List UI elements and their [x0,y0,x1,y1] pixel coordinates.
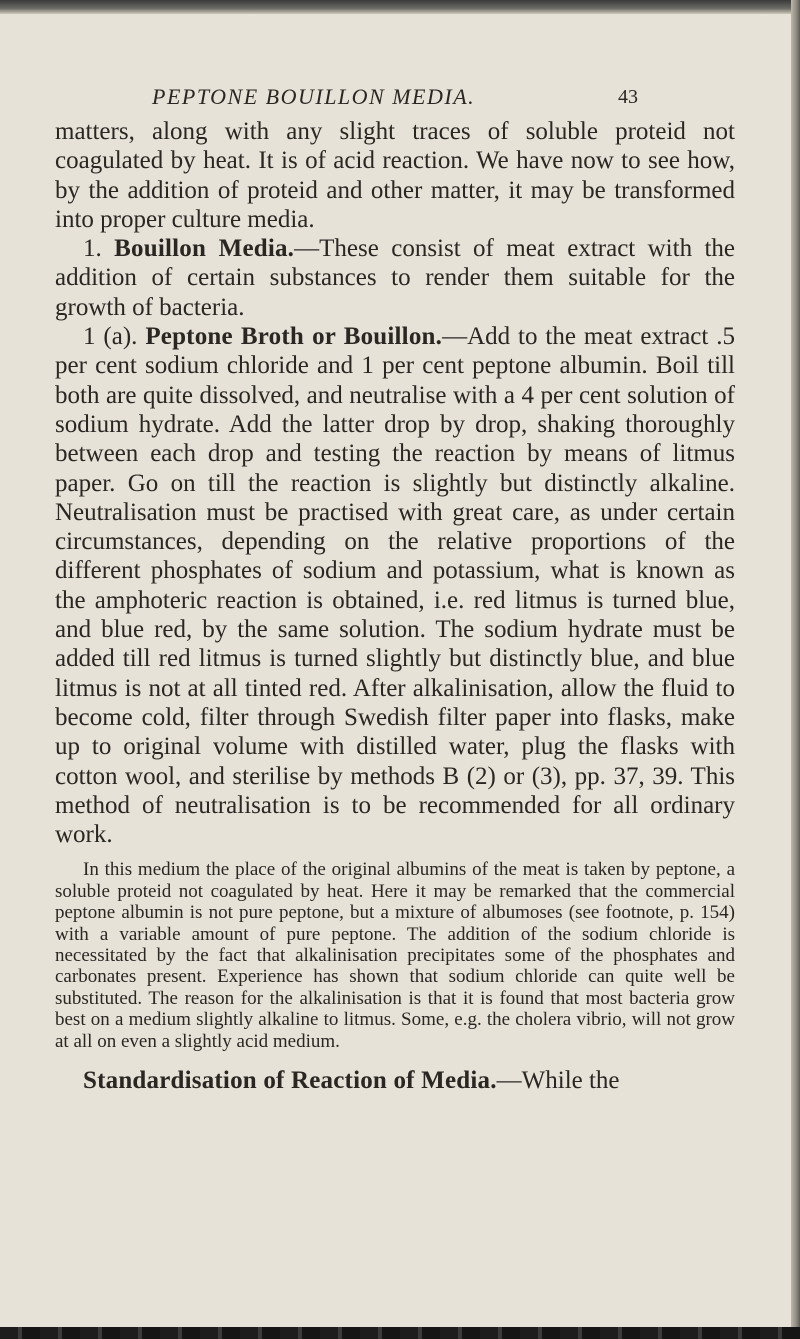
section-text: —Add to the meat extract .5 per cent sodium chloride and 1 per cent peptone albumin. Boil till both are quite dissolved, and neutralise with a 4 per cent solution of sodium hydrate. Add the latter drop by drop, shaking thoroughly between each drop and testing the reaction by means of litmus paper. Go on till the reaction is slightly but distinctly alkaline. Neutralisation must be practised with great care, as under certain circumstances, depending on the relative proportions of the different phosphates of sodium and potassium, what is known as the amphoteric reaction is obtained, i.e. red litmus is turned blue, and blue red, by the same solution. The sodium hydrate must be added till red litmus is turned slightly but distinctly blue, and blue litmus is not at all tinted red. After alkalinisation, allow the fluid to become cold, filter through Swedish filter paper into flasks, make up to original volume with distilled water, plug the flasks with cotton wool, and sterilise by methods B (2) or (3), pp. 37, 39. This method of neutralisation is to be recommended for all ordinary work. [55,323,735,849]
note-text: In this medium the place of the original albumins of the meat is taken by peptone, a soluble proteid not coagulated by heat. Here it may be remarked that the commercial peptone albumin is not pure peptone, but a mixture of albumoses (see footnote, p. 154) with a variable amount of pure peptone. The addition of the sodium chloride is necessitated by the fact that alkalinisation precipitates some of the phosphates and carbonates present. Experience has shown that sodium chloride can quite well be substituted. The reason for the alkalinisation is that it is found that most bacteria grow best on a medium slightly alkaline to litmus. Some, e.g. the cholera vibrio, will not grow at all on even a slightly acid medium. [55,859,735,1052]
section-text: —These consist of meat extract with the addition of certain substances to render them suitable for the growth of bacteria. [55,235,735,321]
small-print-note [55,859,735,1052]
page-body [55,117,735,1095]
page-number: 43 [618,86,638,108]
scan-top-edge [0,0,800,14]
paragraph-bouillon-media [55,234,735,322]
paragraph-intro: matters, along with any slight traces of soluble proteid not coagulated by heat. It is of acid reaction. We have now to see how, by the addition of proteid and other matter, it may be transformed into proper culture media. [55,118,735,233]
section-heading: Bouillon Media. [114,235,295,263]
scan-bottom-edge [0,1327,800,1339]
section-number: 1. [83,235,102,263]
section-number: 1 (a). [83,323,138,351]
section-text: —While the [496,1067,620,1095]
section-heading: Standardisation of Reaction of Media. [83,1067,497,1095]
section-heading: Peptone Broth or Bouillon. [145,323,443,351]
scan-right-edge [791,0,800,1339]
paragraph-standardisation [55,1066,735,1095]
running-title: PEPTONE BOUILLON MEDIA. [152,84,476,109]
paragraph-peptone-broth [55,322,735,849]
